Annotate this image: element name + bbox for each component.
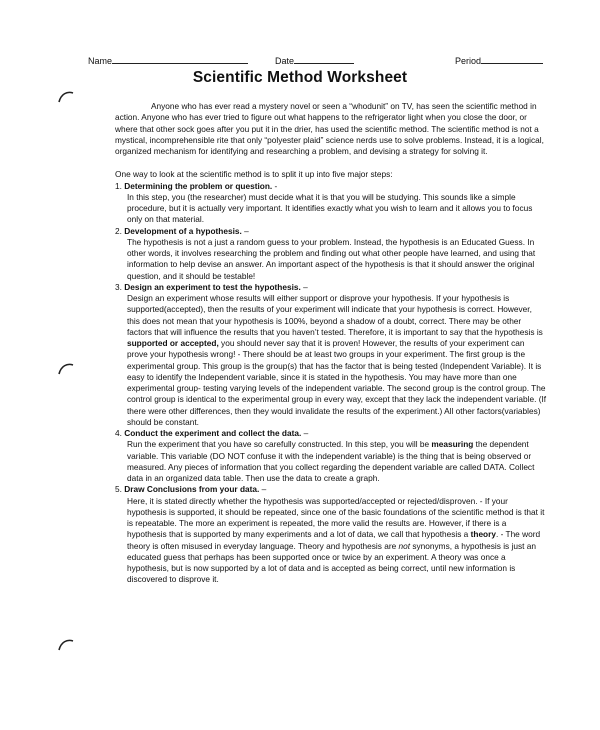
worksheet-body (115, 101, 547, 586)
step-2 (115, 226, 547, 282)
step-body-text: Run the experiment that you have so carefully constructed. In this step, you will be (127, 439, 432, 450)
period-label: Period (455, 56, 482, 66)
step-body-emphasis: measuring (431, 439, 474, 450)
step-heading (115, 484, 547, 495)
step-body-emphasis: theory (470, 529, 496, 540)
step-separator: – (259, 484, 267, 495)
step-body-text: Design an experiment whose results will either support or disprove your hypothesis. If your hypothesis is supported(accepted), then the results of your experiment will indicate that your hypothesis is correct. However, this does not mean that your hypothesis is 100%, beyond a shadow of a doubt, correct. There may be other factors that will influence the results that you haven’t tested. Therefore, it is important to say that the hypothesis is (127, 293, 543, 337)
step-title: Determining the problem or question. (124, 180, 273, 191)
date-field (275, 54, 354, 66)
step-body (127, 439, 547, 484)
step-title: Development of a hypothesis. (124, 225, 242, 236)
step-heading (115, 181, 547, 192)
page-title: Scientific Method Worksheet (192, 69, 408, 86)
step-5 (115, 484, 547, 585)
step-heading (115, 282, 547, 293)
steps-lead-in: One way to look at the scientific method is to split it up into five major steps: (115, 169, 393, 180)
name-label: Name (88, 56, 113, 66)
date-blank-line (294, 54, 354, 64)
step-body-text: Here, it is stated directly whether the hypothesis was supported/accepted or rejected/disproven. - If your hypothesis is supported, it should be repeated, since one of the basic foundations of the scientific method is that it is repeatable. The more an experiment is repeated, the more valid the results are. However, if there is a hypothesis that is supported by many experiments and a lot of data, we call that hypothesis a (127, 495, 545, 540)
step-number: 1. (115, 180, 122, 191)
step-1 (115, 181, 547, 226)
step-title: Design an experiment to test the hypothesis. (124, 281, 301, 292)
step-heading (115, 428, 547, 439)
step-body-italic: not (398, 540, 411, 551)
step-title: Draw Conclusions from your data. (124, 484, 260, 495)
step-number: 2. (115, 225, 122, 236)
step-separator: – (301, 428, 309, 438)
step-body-text: you should never say that it is proven! However, the results of your experiment can prove your hypothesis wrong! - There should be at least two groups in your experiment. The first group is the experimental group. This group is the group(s) that has the factor that is being tested (Independent Variable). It is easy to identify the Independent variable, since it is stated in the hypothesis. You may have more than one experimental group- testing varying levels of the independent variable. The second group is the control group. The control group is identical to the experimental group in every way, except that they lack the independent variable. (If there were other differences, then they would invalidate the results of the experiment.) All other factors(variables) should be constant. (127, 338, 547, 427)
step-number: 5. (115, 484, 122, 495)
binder-hole-mark-top (58, 90, 74, 104)
step-separator: - (272, 180, 278, 191)
step-body: The hypothesis is not a just a random guess to your problem. Instead, the hypothesis is an Educated Guess. In other words, it involves researching the problem and finding out what other people have learned, and using that information to help devise an answer. An important aspect of the hypothesis is that it should answer the original question, and it should be testable! (127, 236, 536, 281)
step-body (127, 293, 547, 428)
name-field (88, 54, 248, 66)
period-blank-line (481, 54, 543, 64)
step-body-text: . - The word theory is often misused in everyday language. Theory and hypothesis are (127, 529, 541, 551)
step-separator: – (300, 281, 308, 292)
period-field (455, 54, 543, 66)
intro-paragraph: Anyone who has ever read a mystery novel or seen a “whodunit” on TV, has seen the scientific method in action. Anyone who has ever tried to figure out what happens to the refrigerator light when you close the door, or where that other sock goes after you put it in the drier, has used the scientific method. The scientific method is not a mystical, incomprehensible rite that only “polyester plaid” science nerds use to solve problems. Instead, it is a logical, organized mechanism for identifying and researching a problem, and devising a strategy for solving it. (115, 101, 544, 156)
step-heading (115, 226, 547, 237)
step-body-emphasis: supported or accepted, (127, 338, 219, 348)
step-3 (115, 282, 547, 428)
binder-hole-mark-middle (58, 362, 74, 376)
step-body: In this step, you (the researcher) must decide what it is that you will be studying. This sounds like a simple procedure, but it is actually very important. It identifies exactly what you wish to learn and it allows you to focus only on that material. (127, 191, 533, 225)
step-title: Conduct the experiment and collect the data. (124, 428, 302, 438)
step-separator: – (241, 225, 249, 236)
step-body-text: synonyms, a hypothesis is just an educated guess that perhaps has been supported once or twice by an experiment. A theory was once a hypothesis, but is now supported by a lot of data and is accepted as being correct, until new information is discovered to disprove it. (127, 540, 536, 585)
step-body (127, 496, 547, 586)
binder-hole-mark-bottom (58, 638, 74, 652)
step-number: 4. (115, 428, 122, 438)
date-label: Date (275, 56, 295, 66)
step-body-text: the dependent variable. This variable (DO NOT confuse it with the independent variable) is the thing that is being observed or measured. Any pieces of information that you collect regarding the dependent variable are called DATA. Collect data in an organized data table. Then use the data to create a graph. (127, 439, 535, 483)
step-4 (115, 428, 547, 484)
step-number: 3. (115, 281, 122, 292)
name-blank-line (112, 54, 248, 64)
